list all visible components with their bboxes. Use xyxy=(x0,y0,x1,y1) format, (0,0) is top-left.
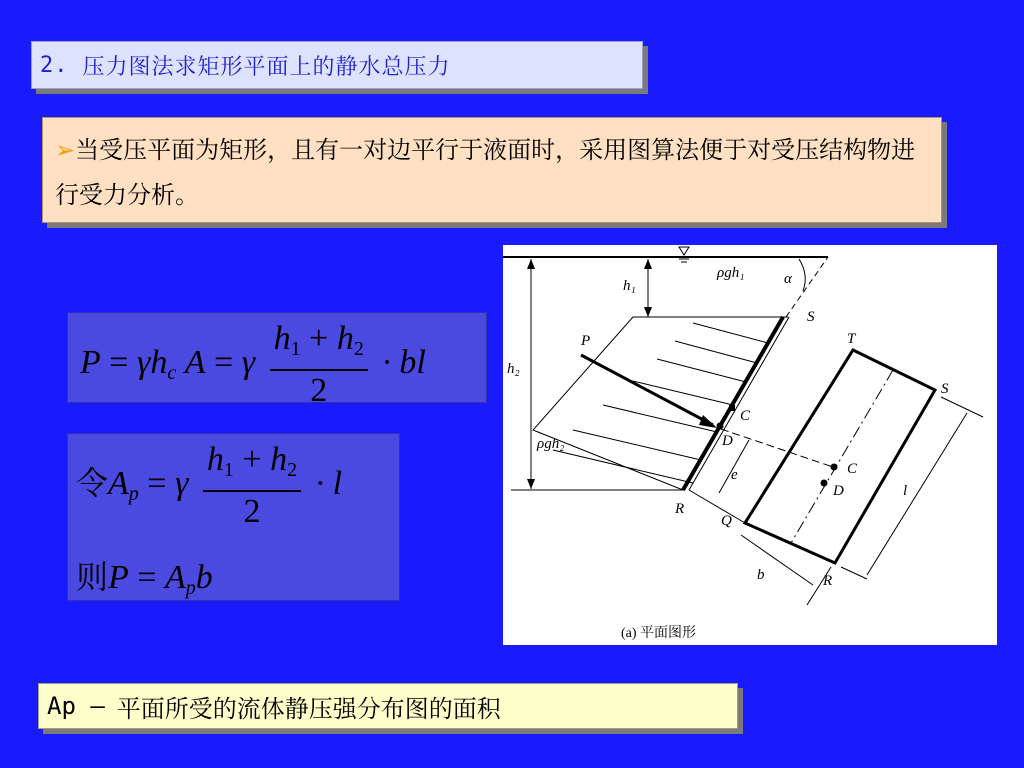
f2-ze: 则 xyxy=(76,558,109,596)
f2-eq: = xyxy=(147,464,167,502)
f2-gamma: γ xyxy=(174,464,189,502)
slide-title xyxy=(31,41,643,89)
inclined-plate-edge xyxy=(689,317,789,490)
f1-gamma: γ xyxy=(136,343,151,381)
projection-line-D xyxy=(721,429,833,467)
pressure-arrow-1 xyxy=(693,323,768,343)
pressure-center-point-left xyxy=(717,423,724,430)
bullet-box xyxy=(42,117,942,223)
pressure-arrow-2 xyxy=(675,341,757,363)
label-T: T xyxy=(847,331,856,347)
centroid-point-right xyxy=(831,464,838,471)
label-D-left: D xyxy=(722,433,733,449)
dim-b-line xyxy=(741,535,813,585)
pressure-distribution-outline xyxy=(533,317,783,490)
f2-b: b xyxy=(195,559,213,596)
label-h2: h₂ xyxy=(507,361,520,377)
dim-l-ext-top xyxy=(941,397,983,417)
f2-num-h2: h xyxy=(270,441,288,478)
f2-P: P xyxy=(108,559,129,596)
f2-A: A xyxy=(108,464,129,502)
f2-plus: + xyxy=(242,441,262,478)
label-D-right: D xyxy=(833,483,844,499)
bullet-text: 当受压平面为矩形，且有一对边平行于液面时，采用图算法便于对受压结构物进行受力分析。 xyxy=(55,136,916,209)
projection-line-Q xyxy=(689,490,745,523)
f1-h: h xyxy=(150,343,168,381)
rectangular-plate-face xyxy=(745,350,935,563)
f1-num-2: 2 xyxy=(353,338,364,360)
resultant-force-arrow xyxy=(581,355,713,425)
f1-eq2: = xyxy=(214,343,234,381)
f2-num-1: 1 xyxy=(223,459,234,481)
pressure-arrow-6 xyxy=(573,430,701,460)
f2-A2: A xyxy=(164,559,186,596)
formula2-line2 xyxy=(76,552,213,600)
label-rgh2: ρgh₂ xyxy=(537,436,565,452)
formula-ap-definition xyxy=(67,433,400,601)
label-rgh1: ρgh₁ xyxy=(717,265,745,281)
label-alpha: α xyxy=(784,271,792,287)
pressure-arrow-7 xyxy=(553,450,693,483)
label-S-right: S xyxy=(941,381,949,397)
f2-p: p xyxy=(128,482,139,505)
arrow-bullet-icon: ➢ xyxy=(55,136,76,164)
f2-ling: 令 xyxy=(76,463,109,502)
f1-numerator xyxy=(270,319,368,371)
f1-lhs: P xyxy=(80,343,101,381)
footer-text: 平面所受的流体静压强分布图的面积 xyxy=(116,694,501,723)
f2-eq2: = xyxy=(137,559,157,596)
f2-denominator: 2 xyxy=(243,493,261,530)
label-R-left: R xyxy=(675,501,685,517)
plate-centerline xyxy=(791,370,893,543)
title-number: 2. xyxy=(40,52,69,78)
centroid-point-left xyxy=(729,405,735,411)
formula2-line1 xyxy=(76,440,342,532)
water-level-symbol-icon xyxy=(679,247,689,255)
label-S-left: S xyxy=(807,309,815,325)
f1-fraction xyxy=(270,319,368,411)
label-h1: h₁ xyxy=(623,278,636,294)
f1-plus: + xyxy=(309,320,329,357)
f1-gamma2: γ xyxy=(241,343,256,381)
label-R-right: R xyxy=(823,573,833,589)
f1-denominator: 2 xyxy=(310,372,328,409)
dim-l-ext-bottom xyxy=(841,567,867,579)
f2-num-h1: h xyxy=(206,441,224,478)
label-C-right: C xyxy=(847,461,858,477)
figure-caption: (a) 平面图形 xyxy=(621,626,697,641)
angle-arc xyxy=(799,259,805,291)
label-P: P xyxy=(581,333,591,349)
label-C-left: C xyxy=(740,408,751,424)
pressure-center-point-right xyxy=(821,480,828,487)
f1-num-1: 1 xyxy=(290,338,301,360)
f2-p2: p xyxy=(185,577,196,599)
footer-definition xyxy=(38,683,738,729)
f1-c: c xyxy=(167,361,177,384)
dim-l-line xyxy=(867,413,967,575)
f2-tail: · l xyxy=(315,464,343,502)
plate-extension-dashed xyxy=(786,257,828,317)
resultant-arrowhead xyxy=(699,415,717,428)
formula-total-pressure xyxy=(67,312,487,409)
label-e: e xyxy=(731,467,738,483)
formula1-line xyxy=(80,319,426,411)
pressure-diagram-svg xyxy=(503,245,997,645)
f1-num-h2: h xyxy=(336,320,354,357)
pressure-arrow-4 xyxy=(633,381,733,405)
f2-fraction xyxy=(203,440,301,532)
footer-ap-label: Ap — xyxy=(47,692,105,720)
f2-numerator xyxy=(203,440,301,492)
f1-num-h1: h xyxy=(273,320,291,357)
label-l: l xyxy=(903,483,908,499)
f1-tail: · bl xyxy=(382,343,426,381)
pressure-arrow-3 xyxy=(657,359,746,382)
pressure-diagram-figure xyxy=(503,245,997,645)
f1-eq1: = xyxy=(109,343,129,381)
title-text: 压力图法求矩形平面上的静水总压力 xyxy=(82,54,451,80)
f2-num-2: 2 xyxy=(287,459,298,481)
f1-A: A xyxy=(184,343,206,381)
label-b: b xyxy=(757,567,765,583)
label-Q: Q xyxy=(721,513,732,529)
